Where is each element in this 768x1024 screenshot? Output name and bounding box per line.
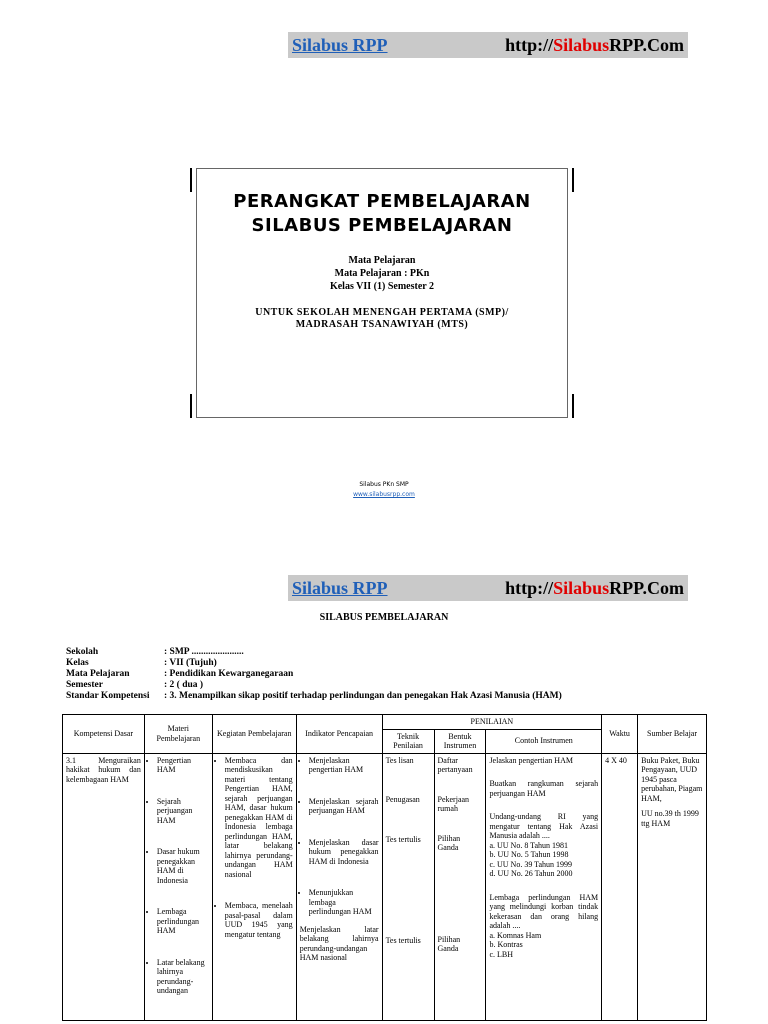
cell-indikator <box>296 753 382 1020</box>
info-row: Sekolah : SMP ...................... <box>66 647 244 657</box>
list-item: • Sejarah perjuangan HAM <box>157 797 209 826</box>
cell-kompetensi: 3.1 Menguraikan hakikat hukum dan kelembagaan HAM <box>63 753 145 1020</box>
list-item: • Pengertian HAM <box>157 756 209 775</box>
header-waktu: Waktu <box>602 715 638 754</box>
header-indikator: Indikator Pencapaian <box>296 715 382 754</box>
cell-sumber: Buku Paket, Buku Pengayaan, UUD 1945 pasca perubahan, Piagam HAM, UU no.39 th 1999 ttg HAM <box>638 753 707 1020</box>
page-footer <box>0 480 768 500</box>
cell-materi <box>144 753 212 1020</box>
header-materi: Materi Pembelajaran <box>144 715 212 754</box>
cover-corner-mark <box>190 168 192 192</box>
cell-contoh: Jelaskan pengertian HAM Buatkan rangkuman sejarah perjuangan HAM Undang-undang RI yang mengatur tentang Hak Azasi Manusia adalah .... a. UU No. 8 Tahun 1981 b. UU No. 5 Tahun 1998 c. UU No. 39 Tahun 1999 d. UU No. 26 Tahun 2000 Lembaga perlindungan HAM yang melindungi korban tindak kekerasan dan orang hilang adalah .... a. Komnas Ham b. Kontras c. LBH <box>486 753 602 1020</box>
list-item: • Membaca, menelaah pasal-pasal dalam UUD 1945 yang mengatur tentang <box>225 901 293 939</box>
footer-link[interactable]: www.silabusrpp.com <box>353 491 415 498</box>
info-row: Standar Kompetensi : 3. Menampilkan sikap positif terhadap perlindungan dan penegakan Hak Azasi Manusia (HAM) <box>66 691 562 701</box>
list-item: • Latar belakang lahirnya perundang-undangan <box>157 958 209 996</box>
banner-url[interactable]: http://SilabusRPP.Com <box>505 34 684 55</box>
footer-text: Silabus PKn SMP <box>359 481 409 488</box>
list-item: • Menunjukkan lembaga perlindungan HAM <box>309 888 379 917</box>
cell-waktu: 4 X 40 <box>602 753 638 1020</box>
header-sumber: Sumber Belajar <box>638 715 707 754</box>
table-header-row <box>63 715 707 730</box>
cell-bentuk: Daftar pertanyaan Pekerjaan rumah Pilihan Ganda Pilihan Ganda <box>434 753 486 1020</box>
banner-site-link[interactable]: Silabus RPP <box>292 577 388 598</box>
list-item: • Menjelaskan dasar hukum penegakkan HAM di Indonesia <box>309 838 379 867</box>
list-item: • Dasar hukum penegakkan HAM di Indonesia <box>157 847 209 885</box>
cell-teknik: Tes lisan Penugasan Tes tertulis Tes tertulis <box>382 753 434 1020</box>
list-item: • Lembaga perlindungan HAM <box>157 907 209 936</box>
indikator-extra: Menjelaskan latar belakang lahirnya perundang-undangan HAM nasional <box>299 924 379 962</box>
syllabus-table <box>62 714 707 1021</box>
cover-corner-mark <box>572 394 574 418</box>
syllabus-info <box>66 647 562 702</box>
info-row: Semester : 2 ( dua ) <box>66 680 204 690</box>
header-kegiatan: Kegiatan Pembelajaran <box>212 715 296 754</box>
cover-subject: Mata Pelajaran Mata Pelajaran : PKn Kelas VII (1) Semester 2 <box>329 255 435 292</box>
cover-title: PERANGKAT PEMBELAJARAN SILABUS PEMBELAJARAN <box>233 191 531 236</box>
cell-kegiatan <box>212 753 296 1020</box>
syllabus-title: SILABUS PEMBELAJARAN <box>319 612 449 623</box>
list-item: • Menjelaskan pengertian HAM <box>309 756 379 775</box>
header-penilaian: PENILAIAN <box>382 715 602 730</box>
info-row: Mata Pelajaran : Pendidikan Kewarganegaraan <box>66 669 294 679</box>
cover-corner-mark <box>190 394 192 418</box>
header-teknik: Teknik Penilaian <box>382 729 434 753</box>
list-item: • Menjelaskan sejarah perjuangan HAM <box>309 797 379 816</box>
info-row: Kelas : VII (Tujuh) <box>66 658 217 668</box>
header-banner <box>288 575 688 601</box>
cover-corner-mark <box>572 168 574 192</box>
header-contoh: Contoh Instrumen <box>486 729 602 753</box>
header-kompetensi: Kompetensi Dasar <box>63 715 145 754</box>
header-banner <box>288 32 688 58</box>
cover-box <box>190 162 574 424</box>
list-item: • Membaca dan mendiskusikan materi tentang Pengertian HAM, sejarah perjuangan HAM, dasar hukum penegakkan HAM di Indonesia lembaga perlindungan HAM, latar belakang lahirnya perundang-undangan HAM nasional <box>225 756 293 880</box>
cover-school: UNTUK SEKOLAH MENENGAH PERTAMA (SMP)/ MADRASAH TSANAWIYAH (MTS) <box>255 307 509 330</box>
banner-url[interactable]: http://SilabusRPP.Com <box>505 577 684 598</box>
table-row <box>63 753 707 1020</box>
banner-site-link[interactable]: Silabus RPP <box>292 34 388 55</box>
header-bentuk: Bentuk Instrumen <box>434 729 486 753</box>
